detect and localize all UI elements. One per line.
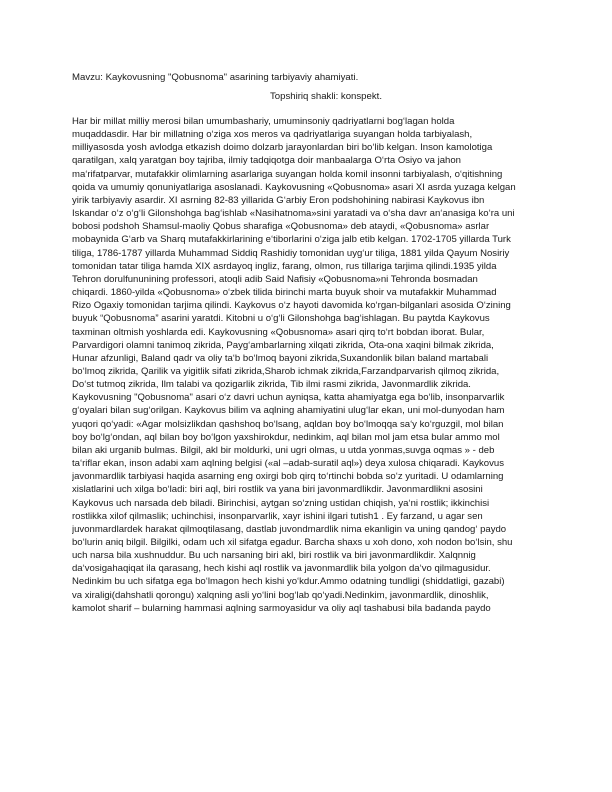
text-line: juvonmardlardek harakat qilmoqtilasang, dastlab juvondmardlik nima ekanligin va uning qandog‘ paydo (72, 523, 507, 535)
text-line: tomonidan tatar tiliga hamda XIX asrdayoq ingliz, farang, olmon, rus tillariga tarjima qilindi.1935 yilda (72, 260, 497, 272)
text-line: muqaddasdir. Har bir millatning o‘ziga xos meros va qadriyatlariga suyangan holda tarbiyalash, (72, 129, 473, 141)
text-line: va xiraligi(dahshatli qorongu) xalqning asli yo‘lini bog‘lab qo‘yadi.Nedinkim, javonmardlik, dinoshlik, (72, 589, 489, 601)
text-line: da‘vosigahaqiqat ila qarasang, hech kishi aql rostlik va javonmardlik bila yolgon da‘vo qilmagusidur. (72, 563, 491, 575)
text-line: g‘oyalari bilan sug‘orilgan. Kaykovus bilim va aqlning ahamiyatini ulug‘lar ekan, uni mol-dunyodan ham (72, 405, 505, 417)
text-line: Parvardigori olamni tanimoq zikrida, Payg‘ambarlarning xilqati zikrida, Ota-ona xaqini bilmak zikrida, (72, 339, 494, 351)
text-line: Kaykovus uch narsada deb biladi. Birinchisi, aytgan so‘zning ustidan chiqish, ya‘ni rostlik; ikkinchisi (72, 497, 490, 509)
text-line: bobosi podshoh Shamsul-maoliy Qobus sharafiga «Qobusnoma» deb ataydi, «Qobusnoma» asrlar (72, 221, 490, 233)
text-line: boy bo‘lg‘ondan, aql bilan boy bo‘lgon yaxshirokdur, nedinkim, aql bilan mol jam etsa bular ammo mol (72, 431, 500, 443)
text-line: bo‘lurin aniq bilgil. Bilgilki, odam uch xil sifatga egadur. Barcha shaxs u xoh dono, xoh nodon bo‘lsin, shu (72, 537, 513, 548)
text-line: Iskandar o‘z o‘g‘li Gilonshohga bag‘ishlab «Nasihatnoma»sini yaratadi va o‘sha davr an‘anasiga ko‘ra uni (72, 208, 515, 220)
text-line: taxminan oltmish yoshlarda edi. Kaykovusning «Qobusnoma» asari qirq to‘rt bobdan iborat. Bular, (72, 326, 485, 338)
text-line: chiqardi. 1860-yilda «Qobusnoma» o‘zbek tilida birinchi marta buyuk shoir va mutafakkir Muhammad (72, 287, 497, 299)
text-line: xislatlarini uch xilga bo‘ladi: biri aql, biri rostlik va yana biri javonmardlikdir. Javonmardlikni asosini (72, 484, 483, 496)
text-line: Nedinkim bu uch sifatga ega bo‘lmagon hech kishi yo‘kdur.Ammo odatning tundligi (shiddatligi, gazabi) (72, 576, 505, 588)
text-line: bo‘lmoq zikrida, Qarilik va yigitlik sifati zikrida,Sharob ichmak zikrida,Farzandparvarish qilmoq zikrida, (72, 365, 500, 377)
text-line: rostlikka xilof qilmaslik; uchinchisi, insonparvarlik, xayr ishini ilgari tutish1 . Ey farzand, u agar sen (72, 510, 483, 522)
text-line: ma‘rifatparvar, mutafakkir olimlarning asarlariga suyangan holda komil insonni tarbiyalash, o‘qitishning (72, 168, 503, 180)
text-line: mobaynida G‘arb va Sharq mutafakkirlarining e‘tiborlarini o‘ziga jalb etib kelgan. 1702-1705 yillarda Turk (72, 234, 511, 246)
text-line: kamolot sharif – bularning hammasi aqlning sarmoyasidur va oliy aql tashabusi bila badanda paydo (72, 602, 491, 614)
text-line: Har bir millat milliy merosi bilan umumbashariy, umuminsoniy qadriyatlarni bog‘lagan holda (72, 116, 455, 127)
text-line: qoida va umumiy qonuniyatlariga asoslanadi. Kaykovusning «Qobusnoma» asari XI asrda yuzaga kelgan (72, 181, 516, 193)
text-line: milliyasosda yosh avlodga etkazish doimo dolzarb jarayonlardan biri bo‘lib kelgan. Inson kamolotiga (72, 142, 493, 154)
document-topic: Mavzu: Kaykovusning "Qobusnoma" asarining tarbiyaviy ahamiyati. (72, 72, 359, 83)
text-line: Do‘st tutmoq zikrida, Ilm talabi va qozigarlik zikrida, Tib ilmi rasmi zikrida, Javonmardlik zikrida. (72, 379, 471, 391)
text-line: bilan aki urganib bulmas. Bilgil, akl bir moldurki, uni ugri olmas, u utda yonmas,suvga oqmas » - deb (72, 444, 495, 456)
text-line: ta‘riflar ekan, inson adabi xam aqlning belgisi («al –adab-suratil aql») deya xulosa chiqaradi. Kaykovus (72, 458, 504, 470)
text-line: tiliga, 1786-1787 yillarda Muhammad Siddiq Rashidiy tomonidan uyg‘ur tiliga, 1881 yilda Qayum Nosiriy (72, 247, 510, 259)
text-line: Rizo Ogaxiy tomonidan tarjima qilindi. Kaykovus o‘z hayoti davomida ko‘rgan-bilganlari asosida O‘zining (72, 300, 511, 312)
text-line: qaratilgan, xalq yaratgan boy tajriba, ilmiy tadqiqotga doir manbaalarga O‘rta Osiyo va jahon (72, 155, 461, 167)
task-form: Topshiriq shakli: konspekt. (270, 91, 382, 102)
body-paragraph (72, 115, 540, 615)
text-line: buyuk “Qobusnoma” asarini yaratdi. Kitobni u o‘g‘li Gilonshohga bag‘ishlagan. Bu paytda Kaykovus (72, 313, 490, 325)
text-line: Kaykovusning "Qobusnoma" asari o‘z davri uchun ayniqsa, katta ahamiyatga ega bo‘lib, insonparvarlik (72, 392, 505, 404)
text-line: Hunar afzunligi, Baland qadr va oliy ta‘b bo‘lmoq bayoni zikrida,Suxandonlik bilan baland martabali (72, 352, 489, 364)
text-line: Tehron dorulfununining professori, atoqli adib Said Nafisiy «Qobusnoma»ni Tehronda bosmadan (72, 273, 478, 285)
text-line: uch narsa bila xushnuddur. Bu uch narsaning biri akl, biri rostlik va biri javonmardlikdir. Xalqnnig (72, 550, 476, 562)
text-line: yuqori qo‘yadi: «Agar molsizlikdan qashshoq bo‘lsang, aqldan boy bo‘lmoqqa sa‘y ko‘rguzgil, mol bilan (72, 418, 504, 430)
text-line: javonmardlik tarbiyasi haqida asarning eng oxirgi bob qirq to‘rtinchi bobda so‘z yuritadi. U odamlarning (72, 471, 504, 483)
text-line: yirik tarbiyaviy asardir. XI asrning 82-83 yillarida G‘arbiy Eron podshohining nabirasi Kaykovus ibn (72, 194, 485, 206)
